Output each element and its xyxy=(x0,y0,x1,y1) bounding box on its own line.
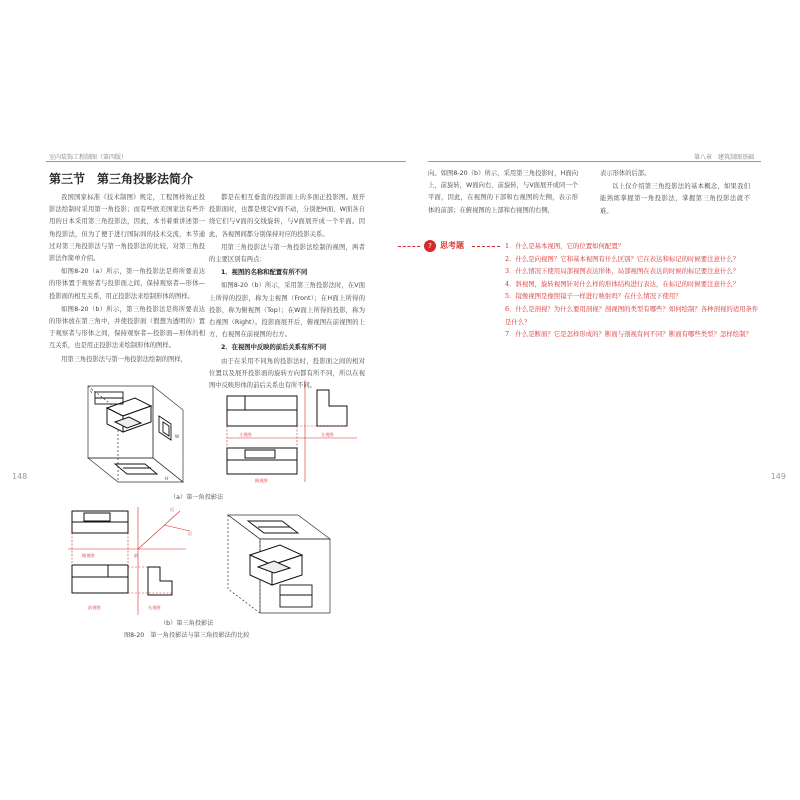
paragraph: 都是在相互垂直的投影面上的多面正投影图。展开投影面时，也都是规定V面不动，分别把H面、W面各自绕它们与V面的交线旋转，与V面展开成一个平面。因此，各视图间都分别保持对应的投影关系。 xyxy=(209,194,365,238)
subheading: 1．视图的名称和配置有所不同 xyxy=(221,269,308,277)
paragraph: 如图8-20（b）所示，第三角投影法是将所要表达的形体放在第三角中，并使投影面（假想为透明的）置于观察者与形体之间，保持观察者—投影面—形体的相互关系，也是用正投影法来绘制形体的图样。 xyxy=(49,305,205,350)
question-item: 4．斜视图，旋转视图针对什么样的形体结构进行表达，在标记的时候要注意什么？ xyxy=(505,279,740,288)
label-front: 前 xyxy=(134,553,139,558)
question-item: 5．镜像视图是像照镜子一样进行映射吗？在什么情况下使用？ xyxy=(505,292,682,301)
figure-third-angle-projection xyxy=(68,505,368,617)
right-running-header: 第八章 建筑制图基础 xyxy=(693,154,754,161)
right-page-column-2 xyxy=(600,168,750,219)
right-page-column-1 xyxy=(428,168,578,218)
label-back: 后 xyxy=(170,507,175,512)
paragraph: 由于在采用不同角的投影法时，投影面之间的相对位置以及展开投影面的旋转方向都有所不同，所以在视图中反映形体的前后关系也有所不同。 xyxy=(209,357,365,390)
question-item: 6．什么是剖视？为什么要用剖视？剖视图的类型有哪些？如何绘制？各种剖视的适用条件是什么？ xyxy=(505,304,759,326)
questions-divider xyxy=(472,246,500,247)
figure-a-caption: （a）第一角投影法 xyxy=(170,494,224,501)
paragraph: 以上仅介绍第三角投影法的基本概念，如果我们能熟练掌握第一角投影法，掌握第三角投影法就不难。 xyxy=(600,183,750,215)
left-page-number: 148 xyxy=(12,472,28,481)
question-item: 2．什么是向视图？它和基本视图有什么区别？它在表达和标记的时候要注意什么？ xyxy=(505,254,740,263)
label-w: W xyxy=(175,434,179,439)
figure-first-angle-projection xyxy=(85,378,375,490)
label-v: V xyxy=(90,389,93,394)
paragraph: 用第三角投影法与第一角投影法绘制的视图，两者的主要区别有两点： xyxy=(209,243,365,264)
figure-b-caption: （b）第三角投影法 xyxy=(160,620,214,627)
left-page-column-2 xyxy=(209,192,365,393)
subheading: 2．在视图中反映的前后关系有所不同 xyxy=(221,344,327,352)
label-h: H xyxy=(165,476,169,481)
paragraph: 如图8-20（a）所示，第一角投影法是将所要表达的形体置于观察者与投影面之间，保持观察者—形体—投影面的相互关系，用正投影法来绘制形体的图样。 xyxy=(49,268,205,300)
label-top-view: 俯视图 xyxy=(255,478,268,483)
question-item: 7．什么是断面？它是怎样形成的？断面与剖视有何不同？断面有哪些类型？怎样绘制？ xyxy=(505,330,752,339)
left-running-header: 室内装饰工程制图（第四版） xyxy=(49,154,128,161)
section-title: 第三节 第三角投影法简介 xyxy=(49,172,194,186)
paragraph: 我国国家标准《技术制图》规定，工程图样按正投影法绘制时采用第一角投影；而有些欧美国家法有些许用的日本采用第三角投影法，因此，本书着重讲述第一角投影法，但为了便于进行国际间的技术交流，本节通过对第三角投影法与第一角投影法的比较，对第三角投影法作简单介绍。 xyxy=(49,194,205,263)
label-left-view: 左视图 xyxy=(321,432,334,437)
label-rear: 后 xyxy=(188,531,193,536)
questions-title: 思考题 xyxy=(440,241,464,250)
label-top-view: 俯视图 xyxy=(82,553,95,558)
questions-divider xyxy=(398,246,420,247)
left-header-rule xyxy=(46,161,406,162)
right-page-number: 149 xyxy=(770,472,786,481)
left-page-column-1 xyxy=(49,192,205,367)
question-item: 1．什么是基本视图，它的位置如何配置？ xyxy=(505,242,625,250)
question-mark-icon: ? xyxy=(424,240,436,252)
label-right-view: 右视图 xyxy=(148,605,161,610)
paragraph: 向。如图8-20（b）所示，采用第三角投影时，H面向上，前旋转，W面向右、前旋转，与V面展开成同一个平面，因此，在视图的下部和右视图的左侧，表示形体的前部；在俯视图的上部和右视图的右侧， xyxy=(428,170,578,214)
paragraph: 表示形体的后部。 xyxy=(600,170,651,177)
question-item: 3．什么情况下使用局部视图表达形体，局部视图在表达的时候的标记要注意什么？ xyxy=(505,267,740,276)
right-header-rule xyxy=(428,161,761,162)
questions-list xyxy=(505,240,763,341)
paragraph: 用第三角投影法与第一角投影法绘制的图样， xyxy=(61,355,187,363)
figure-caption: 图8-20 第一角投影法与第三角投影法的比较 xyxy=(124,632,250,639)
paragraph: 如图8-20（b）所示，采用第三角投影法时，在V面上所得的投影，称为主视图（Front）；在H面上所得的投影，称为俯视图（Top）；在W面上所得的投影，称为右视图（Right）。投影面展开后，俯视图在前视图的上方，右视图在前视图的右方。 xyxy=(209,282,365,339)
label-front-view: 前视图 xyxy=(88,605,101,610)
label-main-view: 主视图 xyxy=(239,432,252,437)
